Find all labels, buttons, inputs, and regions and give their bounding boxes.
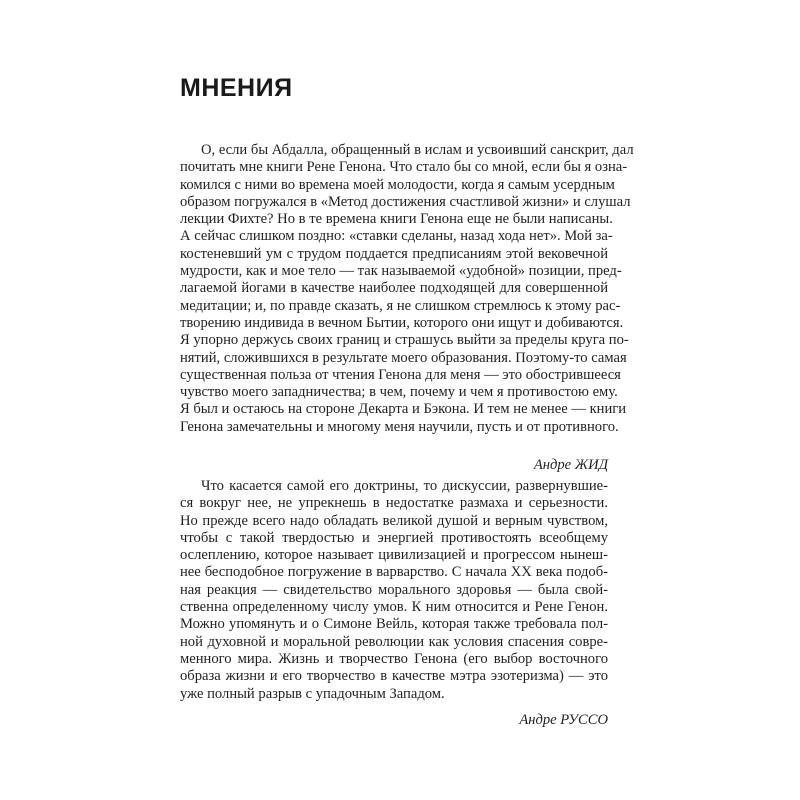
text-line: чувство моего западничества; в чем, почему и чем я противостою ему.: [180, 384, 618, 401]
text-line: мудрости, как и мое тело — так называемой «удобной» позиции, пред-: [180, 263, 622, 280]
text-line: ной духовной и моральной революции как условия спасения совре-: [180, 633, 608, 650]
text-line: образа жизни и его творчество в качестве мэтра эзотеризма) — это: [180, 668, 608, 685]
text-line: Я упорно держусь своих границ и страшусь выйти за пределы круга по-: [180, 332, 629, 349]
text-line: творению индивида в вечном Бытии, которого они ищут и добиваются.: [180, 314, 624, 331]
quote-gide-author: Андре ЖИД: [533, 457, 608, 473]
text-line: лагаемой йогами в качестве наиболее подходящей для совершенной: [180, 280, 608, 297]
text-line: Но прежде всего надо обладать великой душой и верным чувством,: [180, 512, 608, 529]
text-line: костеневший ум с трудом поддается предписаниям этой вековечной: [180, 245, 608, 262]
text-line: нятий, сложившихся в результате моего образования. Поэтому-то самая: [180, 349, 627, 366]
text-line: Я был и остаюсь на стороне Декарта и Бэкона. И тем не менее — книги: [180, 401, 627, 418]
text-line: Что касается самой его доктрины, то дискуссии, развернувшие-: [201, 478, 608, 494]
text-line: образом погружался в «Метод достижения счастливой жизни» и слушал: [180, 193, 631, 210]
text-line: ослеплению, которое называет цивилизацией и прогрессом нынеш-: [180, 547, 608, 564]
text-line: существенная польза от чтения Генона для меня — это обострившееся: [180, 366, 621, 383]
text-line: почитать мне книги Рене Генона. Что стало бы со мной, если бы я озна-: [180, 159, 628, 176]
text-line: уже полный разрыв с упадочным Западом.: [180, 685, 445, 702]
text-line: Генона замечательны и многому меня научили, пусть и от противного.: [180, 418, 619, 435]
text-line: нее бесподобное погружение в варварство. С начала XX века подоб-: [180, 564, 608, 581]
quote-rousseau-author: Андре РУССО: [519, 712, 608, 728]
text-line: медитации; и, по правде сказать, я не слишком стремлюсь к этому рас-: [180, 297, 621, 314]
text-line: менного мира. Жизнь и творчество Генона (его выбор восточного: [180, 650, 608, 667]
quote-rousseau-text: [180, 478, 608, 703]
text-line: ственна определенному числу умов. К ним относится и Рене Генон.: [180, 599, 608, 616]
text-line: О, если бы Абдалла, обращенный в ислам и усвоивший санскрит, дал: [201, 142, 634, 158]
text-line: Можно упомянуть и о Симоне Вейль, которая также требовала пол-: [180, 616, 608, 633]
text-line: ная реакция — свидетельство морального здоровья — была свой-: [180, 581, 608, 598]
text-line: А сейчас слишком поздно: «ставки сделаны, назад хода нет». Мой за-: [180, 228, 613, 245]
text-line: чтобы с такой твердостью и энергией противостоять всеобщему: [180, 529, 608, 546]
text-line: лекции Фихте? Но в те времена книги Генона еще не были написаны.: [180, 211, 613, 228]
quote-gide-text: [180, 142, 634, 436]
page-title: МНЕНИЯ: [180, 74, 293, 102]
text-line: комился с ними во времена моей молодости, когда я самым усердным: [180, 176, 615, 193]
text-line: ся вокруг нее, не упрекнешь в недостатке размаха и серьезности.: [180, 495, 608, 512]
